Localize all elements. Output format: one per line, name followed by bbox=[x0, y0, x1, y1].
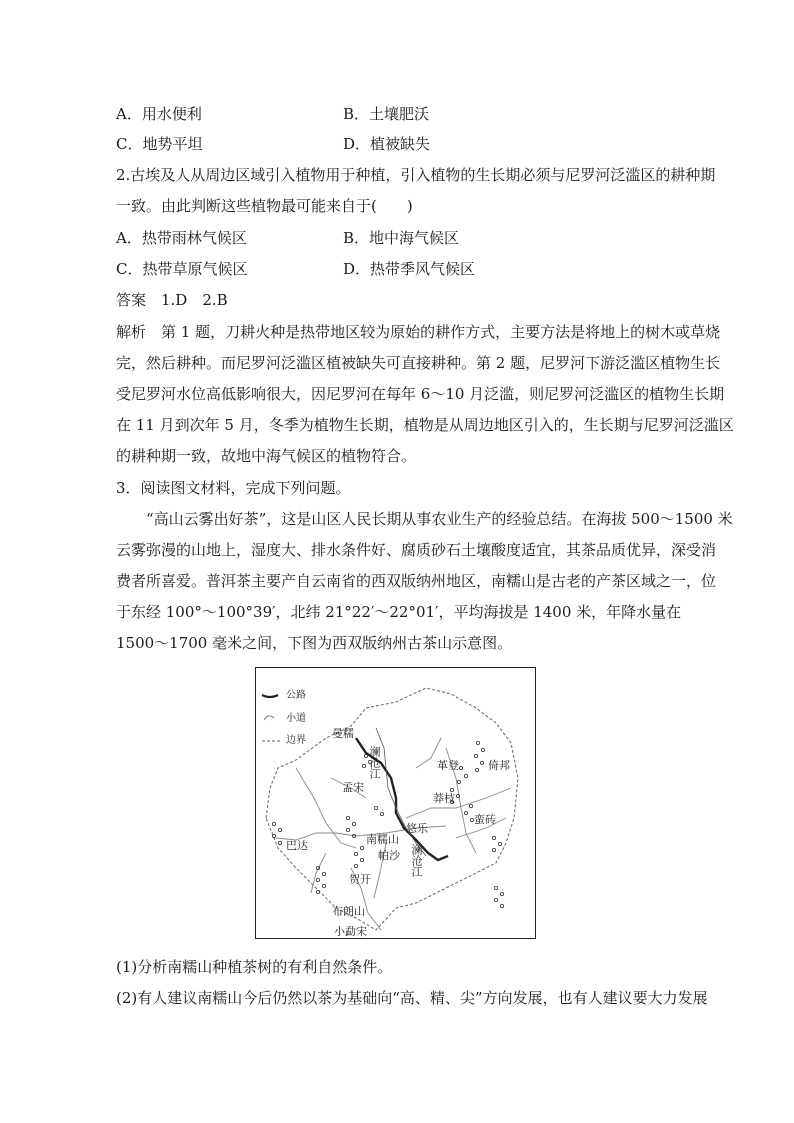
place-lancang-bottom: 澜沧江 bbox=[410, 844, 423, 877]
map-drawing bbox=[256, 668, 535, 938]
q2-option-d: D．热带季风气候区 bbox=[343, 260, 476, 278]
q1-option-a: A．用水便利 bbox=[116, 105, 202, 123]
q3-sub1: (1)分析南糯山种植茶树的有利自然条件。 bbox=[116, 958, 393, 976]
place-mengsong: 孟宋 bbox=[342, 781, 364, 794]
q3-sub2: (2)有人建议南糯山今后仍然以茶为基础向“高、精、尖”方向发展，也有人建议要大力发展 bbox=[116, 989, 708, 1007]
q2-option-c: C．热带草原气候区 bbox=[116, 260, 248, 278]
place-nannuoshan: 南糯山 bbox=[366, 833, 399, 846]
place-hekai: 贺开 bbox=[349, 873, 371, 886]
place-manzhuan: 蛮砖 bbox=[474, 813, 496, 826]
place-youle: 悠乐 bbox=[406, 822, 428, 835]
q2-stem-line1: 2.古埃及人从周边区域引入植物用于种植，引入植物的生长期必须与尼罗河泛滥区的耕种期 bbox=[116, 166, 716, 184]
tea-mountain-map bbox=[255, 667, 536, 939]
q1-option-b: B．土壤肥沃 bbox=[343, 105, 430, 123]
legend-path-label: 小道 bbox=[286, 713, 306, 724]
q2-stem-line2: 一致。由此判断这些植物最可能来自于( ) bbox=[116, 197, 413, 215]
legend-border-label: 边界 bbox=[286, 735, 306, 746]
q3-paragraph-line: 1500～1700 毫米之间，下图为西双版纳州古茶山示意图。 bbox=[116, 634, 513, 652]
q3-paragraph-line: 于东经 100°～100°39′，北纬 21°22′～22°01′，平均海拔是 1400 米，年降水量在 bbox=[116, 603, 682, 621]
analysis-line: 受尼罗河水位高低影响很大，因尼罗河在每年 6～10 月泛滥，则尼罗河泛滥区的植物生长期 bbox=[116, 385, 725, 403]
q3-paragraph-line: 费者所喜爱。普洱茶主要产自云南省的西双版纳州地区，南糯山是古老的产茶区域之一，位 bbox=[116, 572, 717, 590]
place-yibang: 倚邦 bbox=[488, 759, 510, 772]
q2-option-a: A．热带雨林气候区 bbox=[116, 229, 247, 247]
q1-option-d: D．植被缺失 bbox=[343, 135, 431, 153]
place-manla: 曼糯 bbox=[332, 727, 354, 740]
q2-option-b: B．地中海气候区 bbox=[343, 229, 460, 247]
q3-title: 3．阅读图文材料，完成下列问题。 bbox=[116, 479, 351, 497]
analysis-line: 在 11 月到次年 5 月，冬季为植物生长期，植物是从周边地区引入的，生长期与尼罗河泛滥区 bbox=[116, 416, 734, 434]
analysis-line: 的耕种期一致，故地中海气候区的植物符合。 bbox=[116, 447, 417, 465]
place-gedeng: 革登 bbox=[437, 759, 459, 772]
analysis-line: 完，然后耕种。而尼罗河泛滥区植被缺失可直接耕种。第 2 题，尼罗河下游泛滥区植物生长 bbox=[116, 354, 721, 372]
analysis-line: 解析 第 1 题，刀耕火种是热带地区较为原始的耕作方式，主要方法是将地上的树木或草烧 bbox=[116, 323, 721, 341]
legend-road-label: 公路 bbox=[286, 690, 306, 701]
place-mangzhi: 莽枝 bbox=[433, 792, 455, 805]
q3-paragraph-line: “高山云雾出好茶”，这是山区人民长期从事农业生产的经验总结。在海拔 500～1500 米 bbox=[116, 510, 733, 528]
q1-option-c: C．地势平坦 bbox=[116, 135, 203, 153]
place-lancang-top: 澜沧江 bbox=[368, 746, 381, 779]
answer-line: 答案 1.D 2.B bbox=[116, 291, 228, 309]
q3-paragraph-line: 云雾弥漫的山地上，湿度大、排水条件好、腐质砂石土壤酸度适宜，其茶品质优异，深受消 bbox=[116, 541, 717, 559]
place-bada: 巴达 bbox=[286, 839, 308, 852]
place-xiaomengsong: 小勐宋 bbox=[334, 925, 367, 938]
place-pasha: 帕沙 bbox=[378, 849, 400, 862]
place-bulangshan: 布朗山 bbox=[332, 905, 365, 918]
